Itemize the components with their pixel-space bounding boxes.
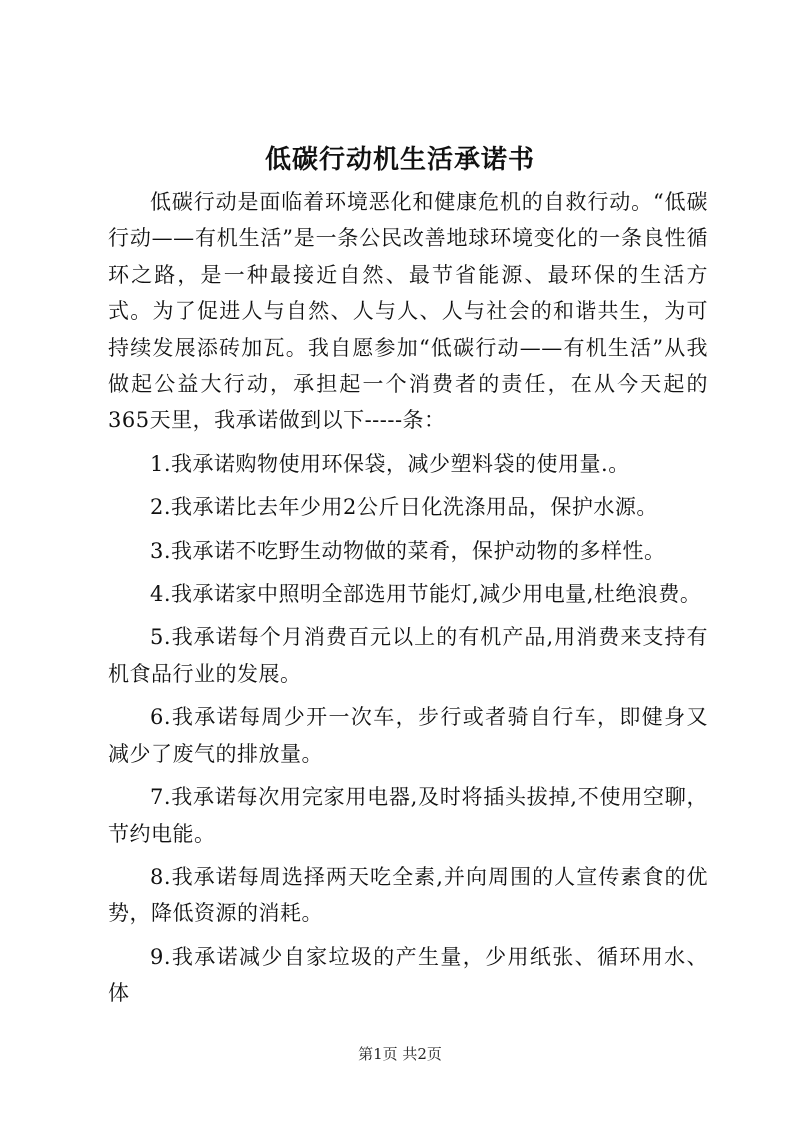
pledge-item-6: 6.我承诺每周少开一次车，步行或者骑自行车，即健身又减少了废气的排放量。	[108, 705, 708, 766]
pledge-item-3: 3.我承诺不吃野生动物做的菜肴，保护动物的多样性。	[150, 538, 666, 563]
pledge-item-9: 9.我承诺减少自家垃圾的产生量，少用纸张、循环用水、体	[108, 944, 708, 1006]
pledge-item-1: 1.我承诺购物使用环保袋，减少塑料袋的使用量.。	[150, 451, 630, 476]
page-footer: 第1页 共2页	[358, 1045, 442, 1063]
pledge-item-5: 5.我承诺每个月消费百元以上的有机产品,用消费来支持有机食品行业的发展。	[108, 625, 708, 686]
pledge-item-2: 2.我承诺比去年少用2公斤日化洗涤用品，保护水源。	[150, 495, 658, 520]
document-title: 低碳行动机生活承诺书	[264, 145, 535, 175]
pledge-item-4: 4.我承诺家中照明全部选用节能灯,减少用电量,杜绝浪费。	[150, 582, 702, 607]
intro-paragraph: 低碳行动是面临着环境恶化和健康危机的自救行动。“低碳行动——有机生活”是一条公民改善地球环境变化的一条良性循环之路，是一种最接近自然、最节省能源、最环保的生活方式。为了促进人与自然、人与人、人与社会的和谐共生，为可持续发展添砖加瓦。我自愿参加“低碳行动——有机生活”从我做起公益大行动，承担起一个消费者的责任，在从今天起的365天里，我承诺做到以下-----条：	[108, 190, 708, 433]
pledge-item-8: 8.我承诺每周选择两天吃全素,并向周围的人宣传素食的优势，降低资源的消耗。	[108, 864, 708, 926]
document-body	[108, 184, 708, 1019]
pledge-item-7: 7.我承诺每次用完家用电器,及时将插头拔掉,不使用空聊，节约电能。	[108, 785, 708, 846]
